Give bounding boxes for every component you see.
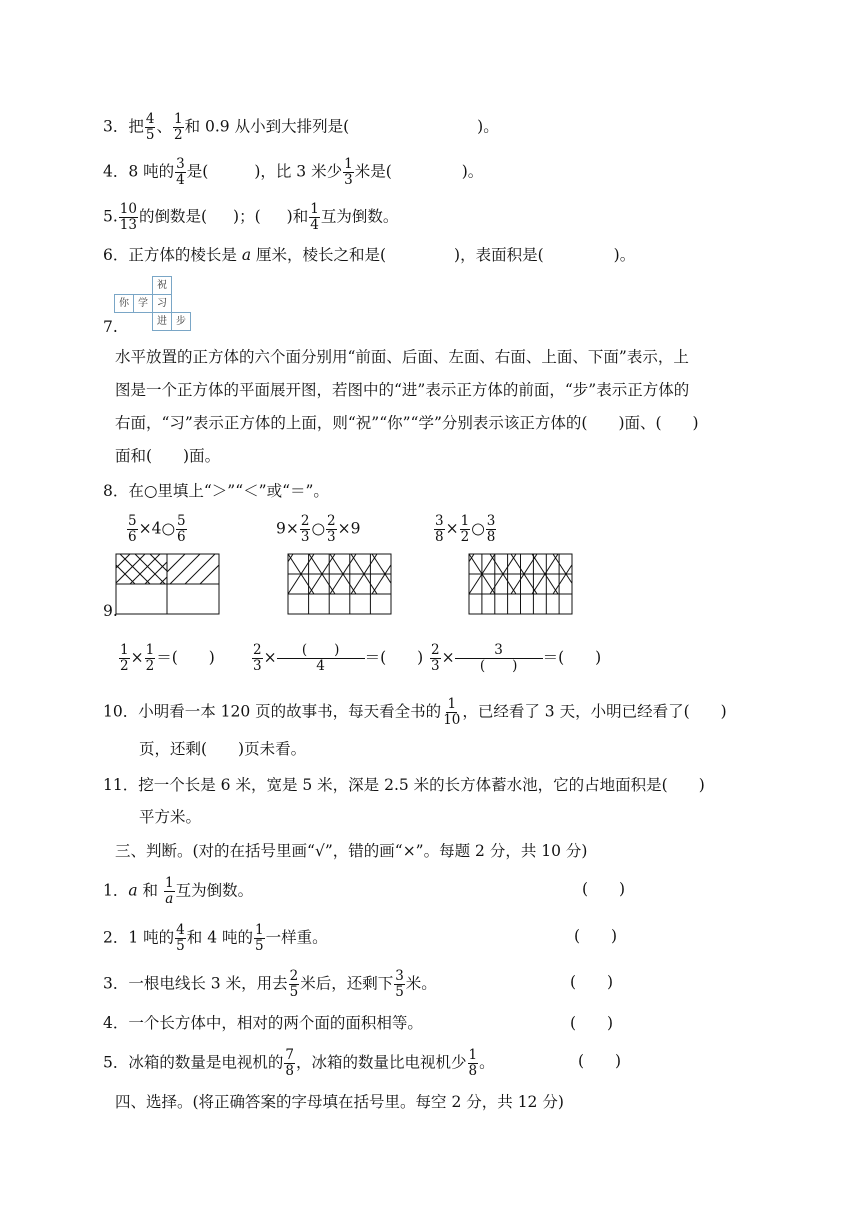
judge-answer-5[interactable]: ( ) xyxy=(578,1052,622,1070)
fraction: $\frac{1}{10}$ xyxy=(443,696,461,728)
fraction-diagram-1 xyxy=(115,553,221,615)
net-cell: 习 xyxy=(152,294,172,313)
question-7-line: 右面，“习”表示正方体的上面，则“祝”“你”“学”分别表示该正方体的( )面、( ) xyxy=(115,414,699,432)
fraction: $\frac{5}{6}$ xyxy=(128,513,137,545)
question-11-continued: 平方米。 xyxy=(139,808,202,826)
cube-net xyxy=(114,276,194,332)
question-8: 8．在○里填上“＞”“＜”或“＝”。 xyxy=(103,482,329,500)
fraction: $\frac{1}{2}$ xyxy=(460,513,470,545)
fraction: $\frac{2}{3}$ xyxy=(253,642,262,674)
section-4-heading: 四、选择。(将正确答案的字母填在括号里。每空 2 分，共 12 分) xyxy=(115,1093,564,1111)
question-5: 5. $\frac{10}{13}$ 的倒数是( )；( )和 $\frac{1}{4}$ 互为倒数。 xyxy=(103,201,399,233)
fraction: $\frac{3}{4}$ xyxy=(176,156,185,188)
question-4: 4．8 吨的 $\frac{3}{4}$ 是( )，比 3 米少 $\frac{1}{3}$ 米是( )。 xyxy=(103,156,484,188)
fraction: $\frac{3}{8}$ xyxy=(435,513,444,545)
net-cell: 祝 xyxy=(152,276,172,295)
fraction: $\frac{3}{5}$ xyxy=(395,968,404,1000)
judge-answer-4[interactable]: ( ) xyxy=(570,1014,614,1032)
fraction: $\frac{1}{8}$ xyxy=(468,1047,478,1079)
question-9-number: 9. xyxy=(103,602,118,620)
question-6: 6．正方体的棱长是 a 厘米，棱长之和是( )，表面积是( )。 xyxy=(103,246,636,264)
fraction: $\frac{2}{3}$ xyxy=(300,513,310,545)
fraction: 3 ( ) xyxy=(456,643,542,674)
section-3-heading: 三、判断。(对的在括号里画“√”，错的画“×”。每题 2 分，共 10 分) xyxy=(115,842,588,860)
judge-answer-1[interactable]: ( ) xyxy=(582,880,626,898)
fraction: ( ) 4 xyxy=(278,643,364,674)
fraction: $\frac{2}{5}$ xyxy=(289,968,299,1000)
judge-answer-3[interactable]: ( ) xyxy=(570,973,614,991)
fraction: $\frac{1}{2}$ xyxy=(120,642,129,674)
net-cell: 进 xyxy=(152,312,172,331)
judge-item-3: 3．一根电线长 3 米，用去 $\frac{2}{5}$ 米后，还剩下 $\frac{3}{5}$ 米。 xyxy=(103,968,437,1000)
question-10: 10．小明看一本 120 页的故事书，每天看全书的 $\frac{1}{10}$ ，已经看了 3 天，小明已经看了( ) xyxy=(103,696,727,728)
multiply-expression: $\frac{1}{2}$ × $\frac{1}{2}$ ＝( ) xyxy=(120,642,215,674)
judge-item-1: 1．a 和 $\frac{1}{a}$ 互为倒数。 xyxy=(103,875,254,907)
compare-expression: $\frac{5}{6}$ ×4○ $\frac{5}{6}$ xyxy=(128,513,186,545)
question-11: 11．挖一个长是 6 米，宽是 5 米，深是 2.5 米的长方体蓄水池，它的占地面积是( ) xyxy=(103,776,705,794)
question-7-number: 7. xyxy=(103,318,118,336)
judge-item-5: 5．冰箱的数量是电视机的 $\frac{7}{8}$ ，冰箱的数量比电视机少 $\frac{1}{8}$ 。 xyxy=(103,1047,495,1079)
fraction-diagram-2 xyxy=(287,553,393,615)
question-3: 3．把 $\frac{4}{5}$ 、 $\frac{1}{2}$ 和 0.9 从小到大排列是( )。 xyxy=(103,111,499,143)
judge-item-4: 4．一个长方体中，相对的两个面的面积相等。 xyxy=(103,1014,423,1032)
net-cell: 学 xyxy=(133,294,153,313)
fraction: $\frac{2}{3}$ xyxy=(326,513,336,545)
question-10-continued: 页，还剩( )页未看。 xyxy=(139,740,307,758)
fraction: $\frac{4}{5}$ xyxy=(145,111,155,143)
fraction: $\frac{5}{6}$ xyxy=(176,513,186,545)
judge-item-2: 2．1 吨的 $\frac{4}{5}$ 和 4 吨的 $\frac{1}{5}$ 一样重。 xyxy=(103,922,328,954)
fraction: $\frac{4}{5}$ xyxy=(176,922,185,954)
fraction: $\frac{1}{4}$ xyxy=(310,201,319,233)
fraction: $\frac{10}{13}$ xyxy=(119,201,137,233)
net-cell: 步 xyxy=(171,312,191,331)
question-7-line: 图是一个正方体的平面展开图，若图中的“进”表示正方体的前面，“步”表示正方体的 xyxy=(115,381,690,399)
fraction: $\frac{1}{a}$ xyxy=(164,875,174,907)
fraction: $\frac{3}{8}$ xyxy=(486,513,496,545)
fraction: $\frac{1}{3}$ xyxy=(344,156,353,188)
compare-expression: 9× $\frac{2}{3}$ ○ $\frac{2}{3}$ ×9 xyxy=(276,513,361,545)
fraction: $\frac{1}{2}$ xyxy=(145,642,155,674)
fraction-diagram-3 xyxy=(468,553,574,615)
fraction: $\frac{2}{3}$ xyxy=(431,642,440,674)
fraction: $\frac{1}{2}$ xyxy=(174,111,183,143)
question-7-line: 水平放置的正方体的六个面分别用“前面、后面、左面、右面、上面、下面”表示，上 xyxy=(115,348,689,366)
question-7-line: 面和( )面。 xyxy=(115,447,221,465)
multiply-expression: $\frac{2}{3}$ × ( ) 4 ＝( ) xyxy=(253,642,424,674)
fraction: $\frac{1}{5}$ xyxy=(254,922,264,954)
multiply-expression: $\frac{2}{3}$ × 3 ( ) ＝( ) xyxy=(431,642,602,674)
compare-expression: $\frac{3}{8}$ × $\frac{1}{2}$ ○ $\frac{3}{8}$ xyxy=(435,513,496,545)
fraction: $\frac{7}{8}$ xyxy=(285,1047,294,1079)
net-cell: 你 xyxy=(114,294,134,313)
judge-answer-2[interactable]: ( ) xyxy=(574,927,618,945)
